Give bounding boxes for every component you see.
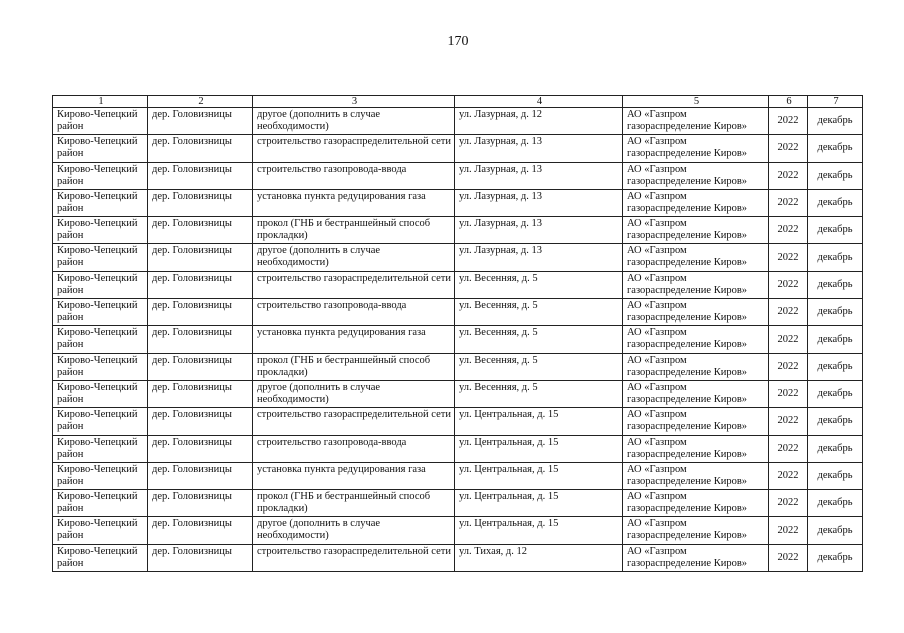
- district-cell: Кирово-Чепецкий район: [53, 380, 148, 407]
- month-cell: декабрь: [808, 244, 863, 271]
- column-header: 5: [623, 96, 769, 108]
- column-header: 3: [253, 96, 455, 108]
- month-cell: декабрь: [808, 490, 863, 517]
- locality-cell: дер. Головизницы: [148, 380, 253, 407]
- work-type-cell: установка пункта редуцирования газа: [253, 189, 455, 216]
- organization-cell: АО «Газпром газораспределение Киров»: [623, 326, 769, 353]
- locality-cell: дер. Головизницы: [148, 271, 253, 298]
- organization-cell: АО «Газпром газораспределение Киров»: [623, 244, 769, 271]
- district-cell: Кирово-Чепецкий район: [53, 353, 148, 380]
- work-type-cell: строительство газораспределительной сети: [253, 408, 455, 435]
- district-cell: Кирово-Чепецкий район: [53, 490, 148, 517]
- address-cell: ул. Лазурная, д. 13: [455, 162, 623, 189]
- locality-cell: дер. Головизницы: [148, 244, 253, 271]
- organization-cell: АО «Газпром газораспределение Киров»: [623, 490, 769, 517]
- table-row: [53, 162, 863, 189]
- work-type-cell: другое (дополнить в случае необходимости): [253, 244, 455, 271]
- address-cell: ул. Центральная, д. 15: [455, 517, 623, 544]
- table-body: [53, 108, 863, 572]
- district-cell: Кирово-Чепецкий район: [53, 271, 148, 298]
- organization-cell: АО «Газпром газораспределение Киров»: [623, 299, 769, 326]
- address-cell: ул. Лазурная, д. 13: [455, 244, 623, 271]
- column-header: 4: [455, 96, 623, 108]
- locality-cell: дер. Головизницы: [148, 326, 253, 353]
- year-cell: 2022: [769, 217, 808, 244]
- work-type-cell: установка пункта редуцирования газа: [253, 326, 455, 353]
- work-type-cell: прокол (ГНБ и бестраншейный способ прокладки): [253, 490, 455, 517]
- organization-cell: АО «Газпром газораспределение Киров»: [623, 544, 769, 571]
- year-cell: 2022: [769, 189, 808, 216]
- organization-cell: АО «Газпром газораспределение Киров»: [623, 353, 769, 380]
- table-row: [53, 271, 863, 298]
- year-cell: 2022: [769, 435, 808, 462]
- organization-cell: АО «Газпром газораспределение Киров»: [623, 135, 769, 162]
- year-cell: 2022: [769, 544, 808, 571]
- district-cell: Кирово-Чепецкий район: [53, 544, 148, 571]
- address-cell: ул. Тихая, д. 12: [455, 544, 623, 571]
- month-cell: декабрь: [808, 326, 863, 353]
- table-row: [53, 108, 863, 135]
- address-cell: ул. Весенняя, д. 5: [455, 326, 623, 353]
- year-cell: 2022: [769, 408, 808, 435]
- district-cell: Кирово-Чепецкий район: [53, 244, 148, 271]
- table-row: [53, 462, 863, 489]
- work-type-cell: строительство газопровода-ввода: [253, 299, 455, 326]
- district-cell: Кирово-Чепецкий район: [53, 408, 148, 435]
- year-cell: 2022: [769, 462, 808, 489]
- header-row: [53, 96, 863, 108]
- locality-cell: дер. Головизницы: [148, 299, 253, 326]
- district-cell: Кирово-Чепецкий район: [53, 189, 148, 216]
- locality-cell: дер. Головизницы: [148, 435, 253, 462]
- district-cell: Кирово-Чепецкий район: [53, 135, 148, 162]
- locality-cell: дер. Головизницы: [148, 353, 253, 380]
- table-row: [53, 353, 863, 380]
- table-row: [53, 244, 863, 271]
- organization-cell: АО «Газпром газораспределение Киров»: [623, 108, 769, 135]
- address-cell: ул. Весенняя, д. 5: [455, 353, 623, 380]
- locality-cell: дер. Головизницы: [148, 408, 253, 435]
- work-type-cell: строительство газораспределительной сети: [253, 544, 455, 571]
- column-header: 2: [148, 96, 253, 108]
- organization-cell: АО «Газпром газораспределение Киров»: [623, 162, 769, 189]
- district-cell: Кирово-Чепецкий район: [53, 108, 148, 135]
- month-cell: декабрь: [808, 353, 863, 380]
- address-cell: ул. Лазурная, д. 13: [455, 135, 623, 162]
- address-cell: ул. Центральная, д. 15: [455, 462, 623, 489]
- table-row: [53, 299, 863, 326]
- work-type-cell: строительство газопровода-ввода: [253, 435, 455, 462]
- table-row: [53, 490, 863, 517]
- table-row: [53, 217, 863, 244]
- table-row: [53, 189, 863, 216]
- year-cell: 2022: [769, 135, 808, 162]
- work-type-cell: установка пункта редуцирования газа: [253, 462, 455, 489]
- month-cell: декабрь: [808, 544, 863, 571]
- work-type-cell: строительство газораспределительной сети: [253, 135, 455, 162]
- district-cell: Кирово-Чепецкий район: [53, 435, 148, 462]
- column-header: 6: [769, 96, 808, 108]
- locality-cell: дер. Головизницы: [148, 108, 253, 135]
- column-header: 7: [808, 96, 863, 108]
- address-cell: ул. Лазурная, д. 13: [455, 189, 623, 216]
- register-table: [52, 95, 863, 572]
- address-cell: ул. Весенняя, д. 5: [455, 271, 623, 298]
- locality-cell: дер. Головизницы: [148, 517, 253, 544]
- organization-cell: АО «Газпром газораспределение Киров»: [623, 435, 769, 462]
- table-row: [53, 408, 863, 435]
- month-cell: декабрь: [808, 380, 863, 407]
- year-cell: 2022: [769, 299, 808, 326]
- year-cell: 2022: [769, 326, 808, 353]
- year-cell: 2022: [769, 244, 808, 271]
- locality-cell: дер. Головизницы: [148, 135, 253, 162]
- month-cell: декабрь: [808, 435, 863, 462]
- table-row: [53, 135, 863, 162]
- locality-cell: дер. Головизницы: [148, 544, 253, 571]
- month-cell: декабрь: [808, 189, 863, 216]
- month-cell: декабрь: [808, 462, 863, 489]
- address-cell: ул. Центральная, д. 15: [455, 490, 623, 517]
- district-cell: Кирово-Чепецкий район: [53, 299, 148, 326]
- month-cell: декабрь: [808, 135, 863, 162]
- address-cell: ул. Лазурная, д. 12: [455, 108, 623, 135]
- locality-cell: дер. Головизницы: [148, 162, 253, 189]
- organization-cell: АО «Газпром газораспределение Киров»: [623, 189, 769, 216]
- year-cell: 2022: [769, 108, 808, 135]
- table-row: [53, 544, 863, 571]
- month-cell: декабрь: [808, 408, 863, 435]
- work-type-cell: другое (дополнить в случае необходимости): [253, 380, 455, 407]
- organization-cell: АО «Газпром газораспределение Киров»: [623, 217, 769, 244]
- district-cell: Кирово-Чепецкий район: [53, 326, 148, 353]
- address-cell: ул. Весенняя, д. 5: [455, 380, 623, 407]
- work-type-cell: строительство газораспределительной сети: [253, 271, 455, 298]
- table-row: [53, 380, 863, 407]
- locality-cell: дер. Головизницы: [148, 462, 253, 489]
- locality-cell: дер. Головизницы: [148, 189, 253, 216]
- month-cell: декабрь: [808, 271, 863, 298]
- page-number: 170: [447, 34, 469, 49]
- month-cell: декабрь: [808, 517, 863, 544]
- year-cell: 2022: [769, 380, 808, 407]
- district-cell: Кирово-Чепецкий район: [53, 217, 148, 244]
- address-cell: ул. Центральная, д. 15: [455, 435, 623, 462]
- address-cell: ул. Весенняя, д. 5: [455, 299, 623, 326]
- table-row: [53, 517, 863, 544]
- year-cell: 2022: [769, 490, 808, 517]
- work-type-cell: строительство газопровода-ввода: [253, 162, 455, 189]
- address-cell: ул. Лазурная, д. 13: [455, 217, 623, 244]
- work-type-cell: прокол (ГНБ и бестраншейный способ прокладки): [253, 217, 455, 244]
- year-cell: 2022: [769, 353, 808, 380]
- organization-cell: АО «Газпром газораспределение Киров»: [623, 408, 769, 435]
- work-type-cell: другое (дополнить в случае необходимости): [253, 517, 455, 544]
- month-cell: декабрь: [808, 108, 863, 135]
- address-cell: ул. Центральная, д. 15: [455, 408, 623, 435]
- month-cell: декабрь: [808, 217, 863, 244]
- year-cell: 2022: [769, 162, 808, 189]
- month-cell: декабрь: [808, 299, 863, 326]
- locality-cell: дер. Головизницы: [148, 490, 253, 517]
- table-row: [53, 435, 863, 462]
- locality-cell: дер. Головизницы: [148, 217, 253, 244]
- organization-cell: АО «Газпром газораспределение Киров»: [623, 271, 769, 298]
- organization-cell: АО «Газпром газораспределение Киров»: [623, 517, 769, 544]
- table-row: [53, 326, 863, 353]
- work-type-cell: другое (дополнить в случае необходимости): [253, 108, 455, 135]
- organization-cell: АО «Газпром газораспределение Киров»: [623, 462, 769, 489]
- year-cell: 2022: [769, 517, 808, 544]
- month-cell: декабрь: [808, 162, 863, 189]
- district-cell: Кирово-Чепецкий район: [53, 162, 148, 189]
- work-type-cell: прокол (ГНБ и бестраншейный способ прокладки): [253, 353, 455, 380]
- organization-cell: АО «Газпром газораспределение Киров»: [623, 380, 769, 407]
- district-cell: Кирово-Чепецкий район: [53, 462, 148, 489]
- district-cell: Кирово-Чепецкий район: [53, 517, 148, 544]
- column-header: 1: [53, 96, 148, 108]
- year-cell: 2022: [769, 271, 808, 298]
